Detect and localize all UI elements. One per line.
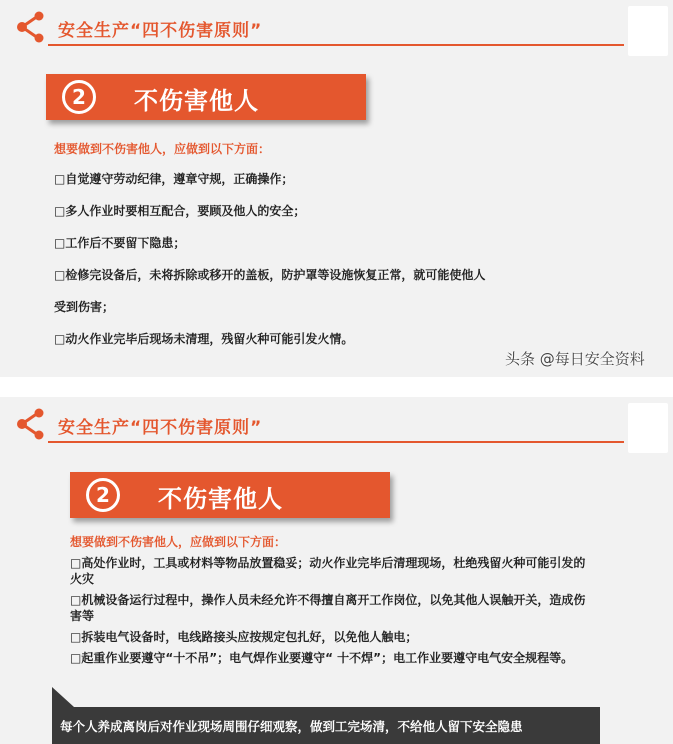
list-item: 受到伤害； bbox=[54, 300, 115, 314]
section-banner bbox=[46, 74, 366, 120]
rule-list bbox=[70, 555, 590, 671]
header-title: 安全生产“四不伤害原则” bbox=[58, 21, 263, 41]
header-divider bbox=[48, 44, 624, 46]
list-item: □动火作业完毕后现场未清理，残留火种可能引发火情。 bbox=[54, 332, 354, 346]
corner-decoration bbox=[628, 6, 668, 56]
list-item: □起重作业要遵守“十不吊”；电气焊作业要遵守“ 十不焊”；电工作业要遵守电气安全规程等。 bbox=[70, 651, 574, 665]
slide-2 bbox=[0, 397, 673, 744]
header-divider bbox=[48, 441, 624, 443]
rule-list bbox=[54, 170, 654, 362]
footer-text: 每个人养成离岗后对作业现场周围仔细观察，做到工完场清，不给他人留下安全隐患 bbox=[60, 719, 523, 734]
list-item: □高处作业时，工具或材料等物品放置稳妥；动火作业完毕后清理现场，杜绝残留火种可能引发的火灾 bbox=[70, 556, 586, 586]
footer-bar bbox=[52, 707, 600, 744]
share-icon bbox=[14, 10, 48, 44]
share-icon bbox=[14, 407, 48, 441]
section-number: 2 bbox=[62, 80, 96, 114]
corner-decoration bbox=[628, 403, 668, 453]
list-item: □检修完设备后，未将拆除或移开的盖板，防护罩等设施恢复正常，就可能使他人 bbox=[54, 268, 486, 282]
section-number: 2 bbox=[86, 478, 120, 512]
list-item: □机械设备运行过程中，操作人员未经允许不得擅自离开工作岗位，以免其他人误触开关，造成伤害等 bbox=[70, 593, 586, 623]
header-title: 安全生产“四不伤害原则” bbox=[58, 418, 263, 438]
list-item: □自觉遵守劳动纪律，遵章守规，正确操作； bbox=[54, 172, 294, 186]
intro-text: 想要做到不伤害他人，应做到以下方面： bbox=[54, 142, 271, 156]
section-title: 不伤害他人 bbox=[158, 485, 283, 513]
list-item: □拆装电气设备时，电线路接头应按规定包扎好，以免他人触电； bbox=[70, 630, 418, 644]
footer-notch bbox=[52, 687, 74, 707]
intro-text: 想要做到不伤害他人，应做到以下方面： bbox=[70, 535, 287, 549]
list-item: □工作后不要留下隐患； bbox=[54, 236, 186, 250]
section-banner bbox=[70, 472, 390, 518]
list-item: □多人作业时要相互配合，要顾及他人的安全； bbox=[54, 204, 306, 218]
section-title: 不伤害他人 bbox=[134, 87, 259, 115]
watermark: 头条 @每日安全资料 bbox=[505, 350, 645, 368]
